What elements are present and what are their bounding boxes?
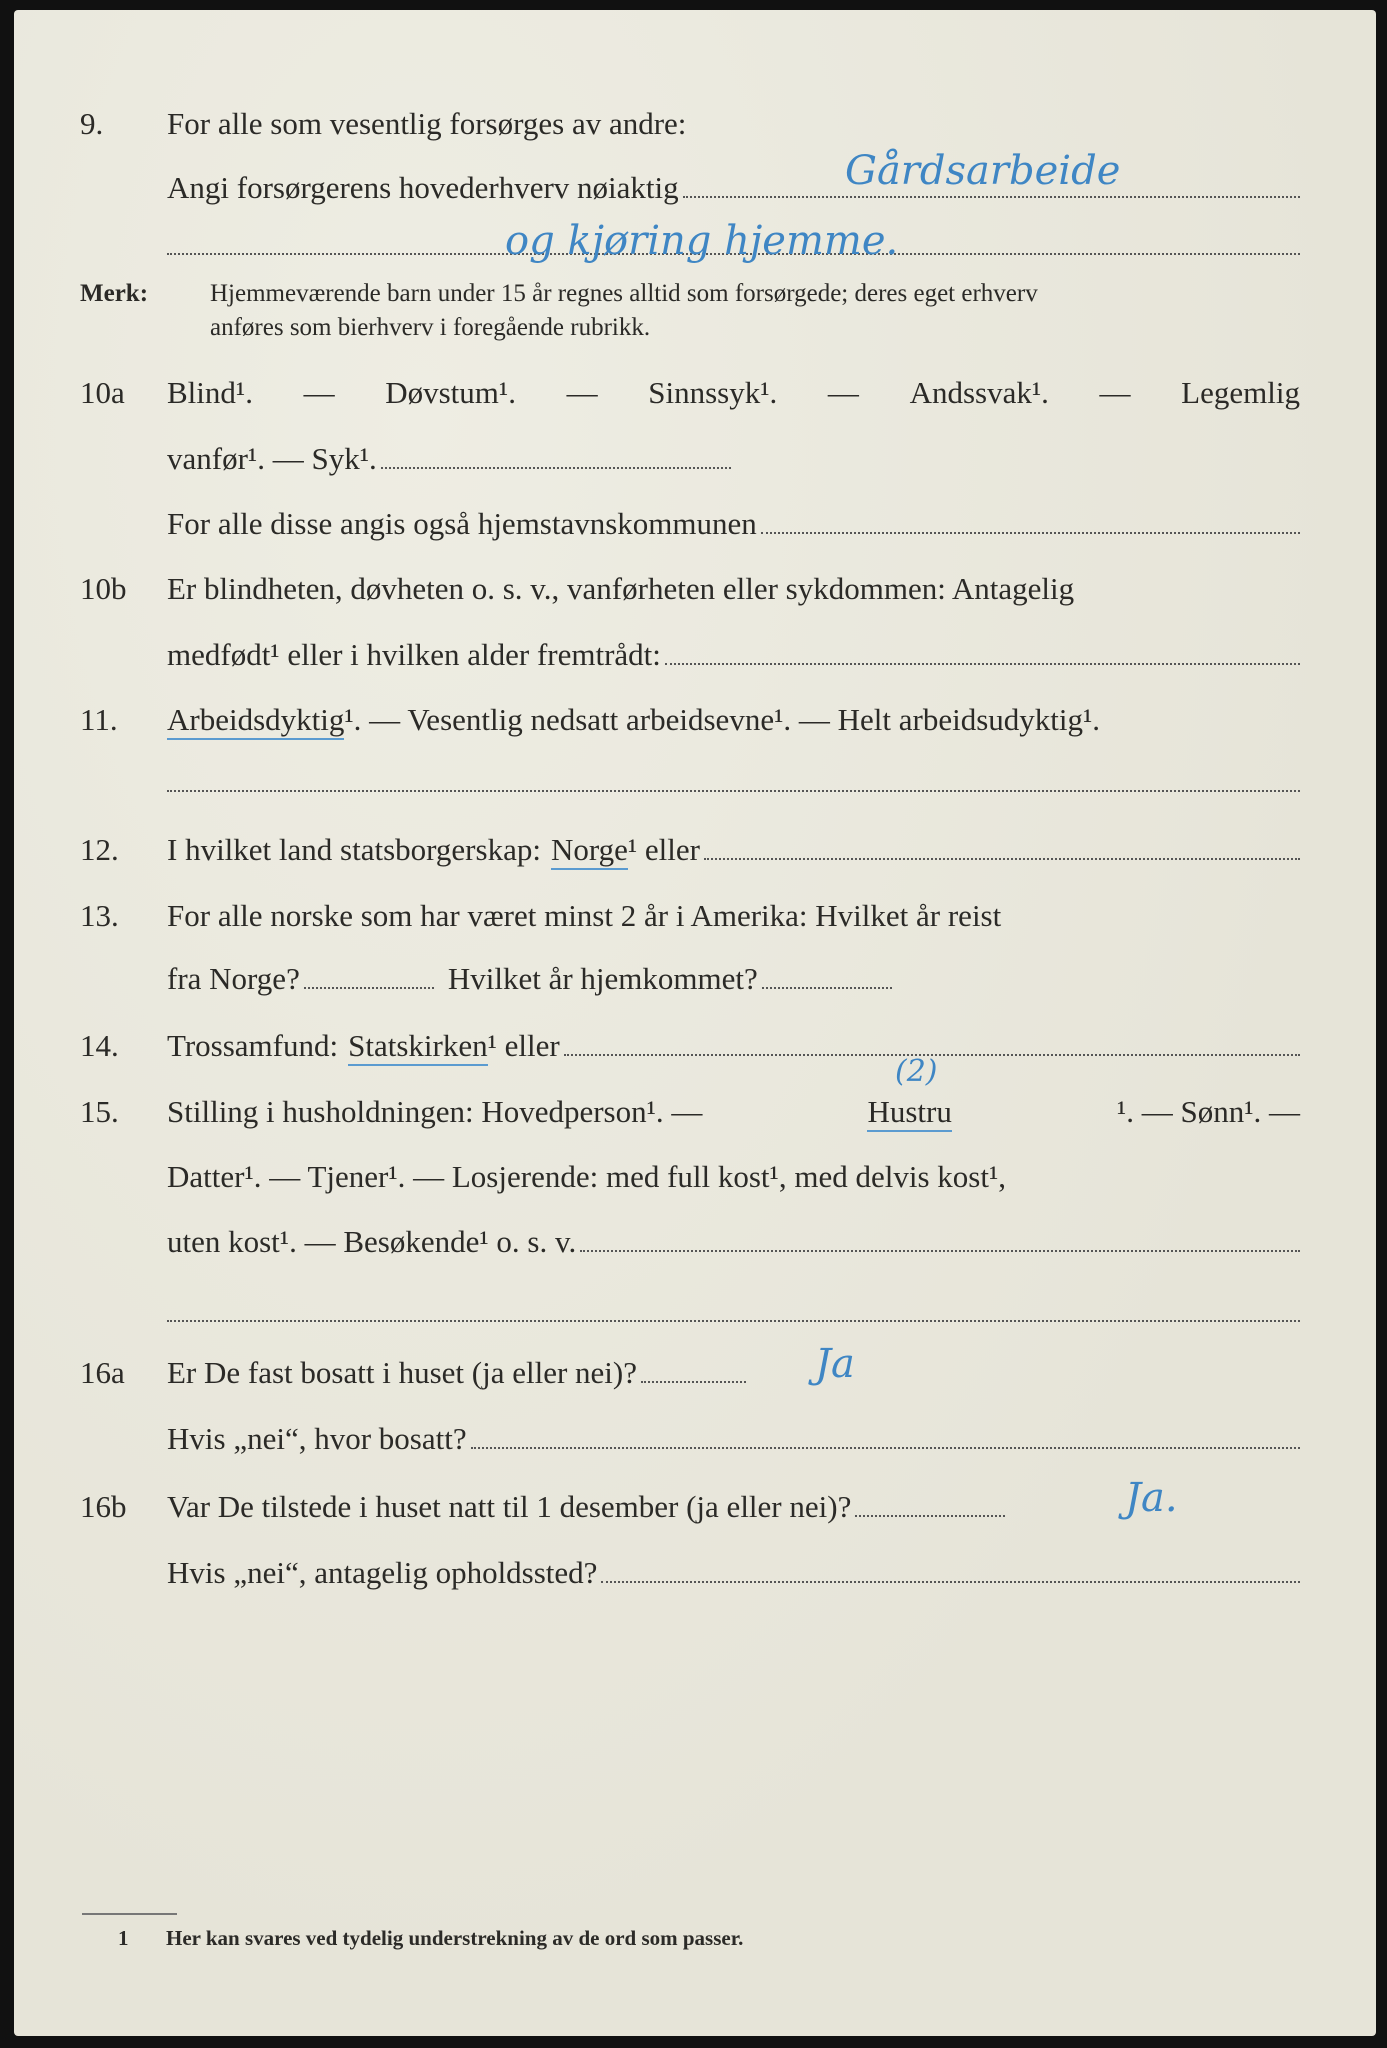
q11-options[interactable]: ¹. — Vesentlig nedsatt arbeidsevne¹. — Helt arbeidsudyktig¹. xyxy=(344,702,1101,737)
q13-text: For alle norske som har været minst 2 år i Amerika: Hvilket år reist xyxy=(167,898,1002,933)
option-hustru-underlined[interactable]: Hustru xyxy=(867,1094,951,1132)
answer-line[interactable] xyxy=(167,790,1300,792)
q15-line1 xyxy=(0,1054,1387,1134)
dash: — xyxy=(1099,375,1131,410)
q9-answer-handwritten-2: og kjøring hjemme. xyxy=(505,218,899,264)
q9-prompt: Angi forsørgerens hovederhverv nøiaktig xyxy=(167,170,679,205)
option-arbeidsdyktig-underlined[interactable]: Arbeidsdyktig xyxy=(167,702,344,740)
answer-line[interactable] xyxy=(641,1359,746,1383)
merk-text-2: anføres som bierhverv i foregående rubrikk. xyxy=(210,314,651,341)
q9-line1 xyxy=(0,106,1387,146)
q15-prompt: Stilling i husholdningen: Hovedperson¹. — xyxy=(167,1094,703,1129)
q13-line1 xyxy=(0,898,1387,938)
q9-answer-handwritten-1: Gårdsarbeide xyxy=(845,148,1121,194)
merk-label: Merk: xyxy=(80,280,149,307)
answer-line[interactable] xyxy=(381,445,731,469)
q14-line xyxy=(0,1028,1387,1068)
merk-text-1: Hjemmeværende barn under 15 år regnes alltid som forsørgede; deres eget erhverv xyxy=(210,280,1038,307)
option-statskirken-underlined[interactable]: Statskirken xyxy=(348,1028,488,1066)
q9-text: For alle som vesentlig forsørges av andre: xyxy=(167,106,687,141)
q12-line xyxy=(0,832,1387,872)
q15-options-rest[interactable]: ¹. — Sønn¹. — xyxy=(1116,1094,1300,1129)
q10b-line1 xyxy=(0,571,1387,611)
q13-line2 xyxy=(0,961,1387,1001)
footnote-divider xyxy=(82,1913,177,1915)
q10b-line2 xyxy=(0,637,1387,677)
q16b-prompt: Var De tilstede i huset natt til 1 desember (ja eller nei)? xyxy=(167,1489,852,1524)
option-legemlig[interactable]: Legemlig xyxy=(1181,375,1300,410)
q14-prompt: Trossamfund: xyxy=(167,1028,339,1063)
q15-options-3[interactable]: uten kost¹. — Besøkende¹ o. s. v. xyxy=(167,1224,577,1259)
answer-line[interactable] xyxy=(471,1425,1300,1449)
q10b-text: Er blindheten, døvheten o. s. v., vanførheten eller sykdommen: Antagelig xyxy=(167,571,1075,606)
q9-number: 9. xyxy=(80,106,104,141)
q15-line3 xyxy=(0,1224,1387,1264)
q16a-answer-handwritten: Ja xyxy=(815,1341,855,1387)
q10a-line1 xyxy=(0,375,1387,415)
q13-number: 13. xyxy=(80,898,119,933)
answer-line[interactable] xyxy=(564,1032,1300,1056)
q10b-number: 10b xyxy=(80,571,127,606)
q12-prompt: I hvilket land statsborgerskap: xyxy=(167,832,541,867)
q10b-prompt: medfødt¹ eller i hvilken alder fremtrådt: xyxy=(167,637,661,672)
q16b-answer-handwritten: Ja. xyxy=(1125,1475,1178,1521)
q10a-hjemstavn-prompt: For alle disse angis også hjemstavnskommunen xyxy=(167,506,757,541)
q11-line xyxy=(0,702,1387,742)
q13-hjemkommet-prompt: Hvilket år hjemkommet? xyxy=(447,961,758,996)
answer-line[interactable] xyxy=(601,1559,1300,1583)
answer-line[interactable] xyxy=(704,836,1300,860)
q10a-line2 xyxy=(0,441,1387,481)
q15-number: 15. xyxy=(80,1094,119,1129)
footnote xyxy=(0,1926,1387,1966)
answer-line[interactable] xyxy=(304,965,434,989)
q16b-line1 xyxy=(0,1475,1387,1529)
q13-reist-prompt: fra Norge? xyxy=(167,961,300,996)
option-dovstum[interactable]: Døvstum¹. xyxy=(385,375,516,410)
dash: — xyxy=(827,375,859,410)
q16b-line2 xyxy=(0,1555,1387,1595)
answer-line[interactable] xyxy=(580,1228,1300,1252)
answer-line[interactable] xyxy=(855,1493,1005,1517)
q16a-line1 xyxy=(0,1341,1387,1395)
q16b-opphold-prompt: Hvis „nei“, antagelig opholdssted? xyxy=(167,1555,598,1590)
q14-or: ¹ eller xyxy=(487,1028,560,1063)
footnote-mark: 1 xyxy=(118,1926,129,1950)
q11-number: 11. xyxy=(80,702,118,737)
q16a-bosatt-prompt: Hvis „nei“, hvor bosatt? xyxy=(167,1421,467,1456)
dash: — xyxy=(566,375,598,410)
option-andssvak[interactable]: Andssvak¹. xyxy=(909,375,1049,410)
option-norge-underlined[interactable]: Norge xyxy=(551,832,628,870)
option-sinnssyk[interactable]: Sinnssyk¹. xyxy=(648,375,778,410)
option-blind[interactable]: Blind¹. xyxy=(167,375,253,410)
option-vanfor-syk[interactable]: vanfør¹. — Syk¹. xyxy=(167,441,377,476)
q16b-number: 16b xyxy=(80,1489,127,1524)
answer-line[interactable] xyxy=(761,510,1300,534)
q16a-prompt: Er De fast bosatt i huset (ja eller nei)? xyxy=(167,1355,637,1390)
q15-line2 xyxy=(0,1159,1387,1199)
answer-line[interactable] xyxy=(167,1320,1300,1322)
footnote-text: Her kan svares ved tydelig understrekning av de ord som passer. xyxy=(166,1926,744,1950)
answer-line[interactable] xyxy=(665,641,1300,665)
dash: — xyxy=(303,375,335,410)
q14-number: 14. xyxy=(80,1028,119,1063)
q16a-number: 16a xyxy=(80,1355,125,1390)
q12-or: ¹ eller xyxy=(627,832,700,867)
q16a-line2 xyxy=(0,1421,1387,1461)
q12-number: 12. xyxy=(80,832,119,867)
q15-options-2[interactable]: Datter¹. — Tjener¹. — Losjerende: med full kost¹, med delvis kost¹, xyxy=(167,1159,1006,1194)
q10a-line3 xyxy=(0,506,1387,546)
handwritten-note: (2) xyxy=(895,1054,938,1089)
merk-line2 xyxy=(0,314,1387,354)
answer-line[interactable] xyxy=(762,965,892,989)
q9-line2 xyxy=(0,148,1387,210)
q10a-number: 10a xyxy=(80,375,125,410)
